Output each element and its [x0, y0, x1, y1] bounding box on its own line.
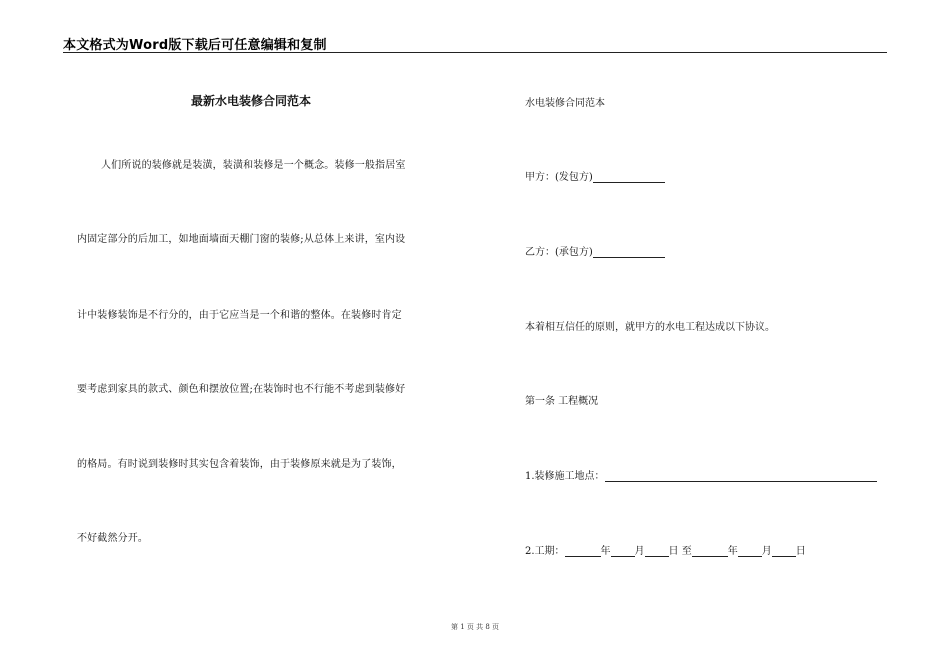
- header-divider: [63, 52, 887, 53]
- article-1-heading: 第一条 工程概况: [525, 396, 599, 407]
- start-year-unit: 年: [600, 546, 611, 557]
- period-to: 至: [681, 546, 692, 557]
- end-month-unit: 月: [761, 546, 772, 557]
- start-month-unit: 月: [634, 546, 645, 557]
- body-paragraph-line: 内固定部分的后加工，如地面墙面天棚门窗的装修;从总体上来讲，室内设: [77, 234, 406, 245]
- body-paragraph-line: 的格局。有时说到装修时其实包含着装饰，由于装修原来就是为了装饰，: [77, 459, 402, 470]
- body-paragraph-line: 不好截然分开。: [77, 533, 149, 544]
- party-a-blank: [593, 172, 665, 183]
- end-month-blank: [738, 546, 762, 557]
- end-day-blank: [772, 546, 796, 557]
- site-blank: [605, 471, 877, 482]
- site-row: [525, 467, 877, 482]
- party-a-label: 甲方：(发包方): [525, 172, 593, 183]
- contract-heading: 水电装修合同范本: [525, 98, 605, 109]
- document-header-banner: 本文格式为Word版下载后可任意编辑和复制: [63, 38, 327, 53]
- party-b-blank: [593, 247, 665, 258]
- start-day-unit: 日: [668, 546, 679, 557]
- document-title: 最新水电装修合同范本: [191, 94, 312, 108]
- end-year-unit: 年: [727, 546, 738, 557]
- end-day-unit: 日: [795, 546, 806, 557]
- period-label: 2.工期：: [525, 546, 565, 557]
- start-year-blank: [565, 546, 601, 557]
- start-day-blank: [645, 546, 669, 557]
- start-month-blank: [611, 546, 635, 557]
- end-year-blank: [692, 546, 728, 557]
- party-a-row: [525, 168, 665, 183]
- body-paragraph-line: 计中装修装饰是不行分的，由于它应当是一个和谐的整体。在装修时肯定: [77, 310, 402, 321]
- party-b-row: [525, 243, 665, 258]
- agreement-statement: 本着相互信任的原则，就甲方的水电工程达成以下协议。: [525, 322, 775, 333]
- body-paragraph-line: 要考虑到家具的款式、颜色和摆放位置;在装饰时也不行能不考虑到装修好: [77, 384, 406, 395]
- period-row: [525, 542, 806, 557]
- body-paragraph-line: 人们所说的装修就是装潢，装潢和装修是一个概念。装修一般指居室: [101, 160, 406, 171]
- party-b-label: 乙方：(承包方): [525, 247, 593, 258]
- site-label: 1.装修施工地点：: [525, 471, 605, 482]
- page-number-footer: 第 1 页 共 8 页: [450, 623, 500, 631]
